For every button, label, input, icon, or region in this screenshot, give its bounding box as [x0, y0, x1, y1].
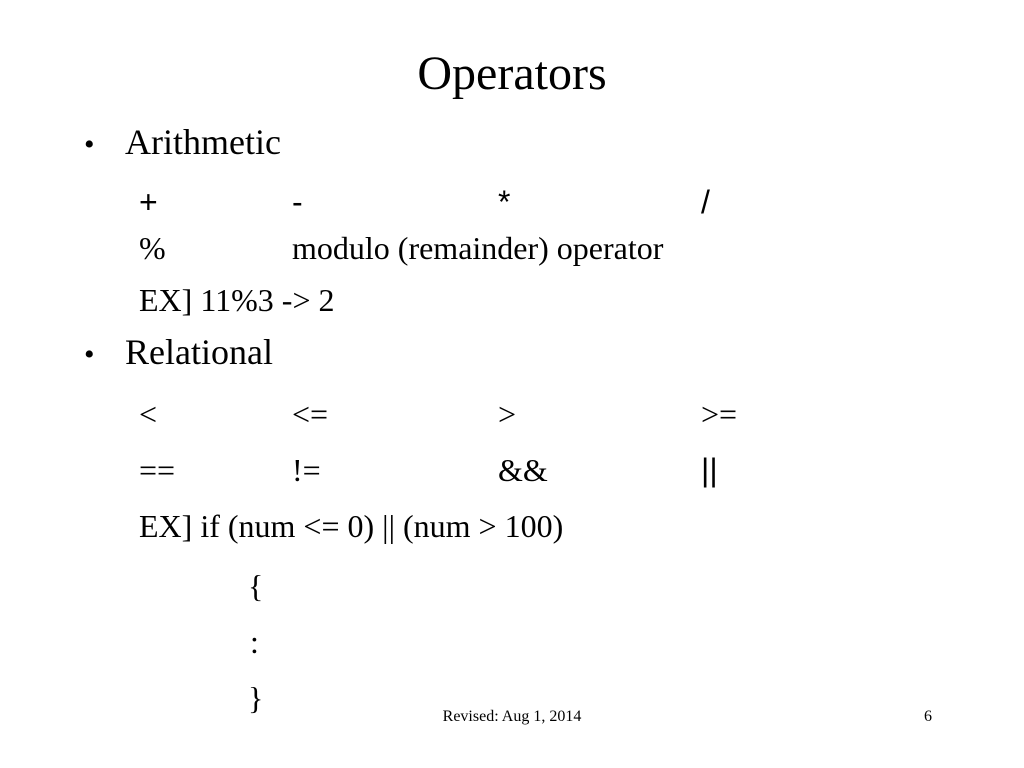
operator-or: || [701, 452, 718, 488]
section-heading-arithmetic: Arithmetic [125, 122, 281, 162]
relational-example: EX] if (num <= 0) || (num > 100) [139, 508, 564, 544]
operator-and: && [498, 452, 548, 488]
operator-modulo: % [139, 230, 166, 266]
slide-number: 6 [924, 708, 932, 725]
footer-revised-date: Revised: Aug 1, 2014 [442, 708, 582, 725]
bullet-relational [84, 330, 273, 377]
operator-equal: == [139, 452, 176, 488]
arithmetic-example: EX] 11%3 -> 2 [139, 282, 335, 318]
code-close-brace: } [248, 680, 264, 716]
operator-minus: - [292, 184, 303, 220]
operator-not-equal: != [292, 452, 321, 488]
operator-less-than: < [139, 396, 158, 432]
code-open-brace: { [248, 568, 264, 604]
operator-divide: / [701, 184, 710, 220]
operator-less-equal: <= [292, 396, 329, 432]
slide-title: Operators [417, 47, 607, 100]
bullet-arithmetic [84, 120, 281, 167]
operator-multiply: * [498, 184, 511, 220]
bullet-icon: • [84, 338, 95, 371]
operator-greater-than: > [498, 396, 517, 432]
modulo-description: modulo (remainder) operator [292, 230, 664, 266]
operator-greater-equal: >= [701, 396, 738, 432]
section-heading-relational: Relational [125, 332, 273, 372]
code-ellipsis: : [250, 624, 259, 660]
operator-plus: + [139, 184, 158, 220]
bullet-icon: • [84, 128, 95, 161]
